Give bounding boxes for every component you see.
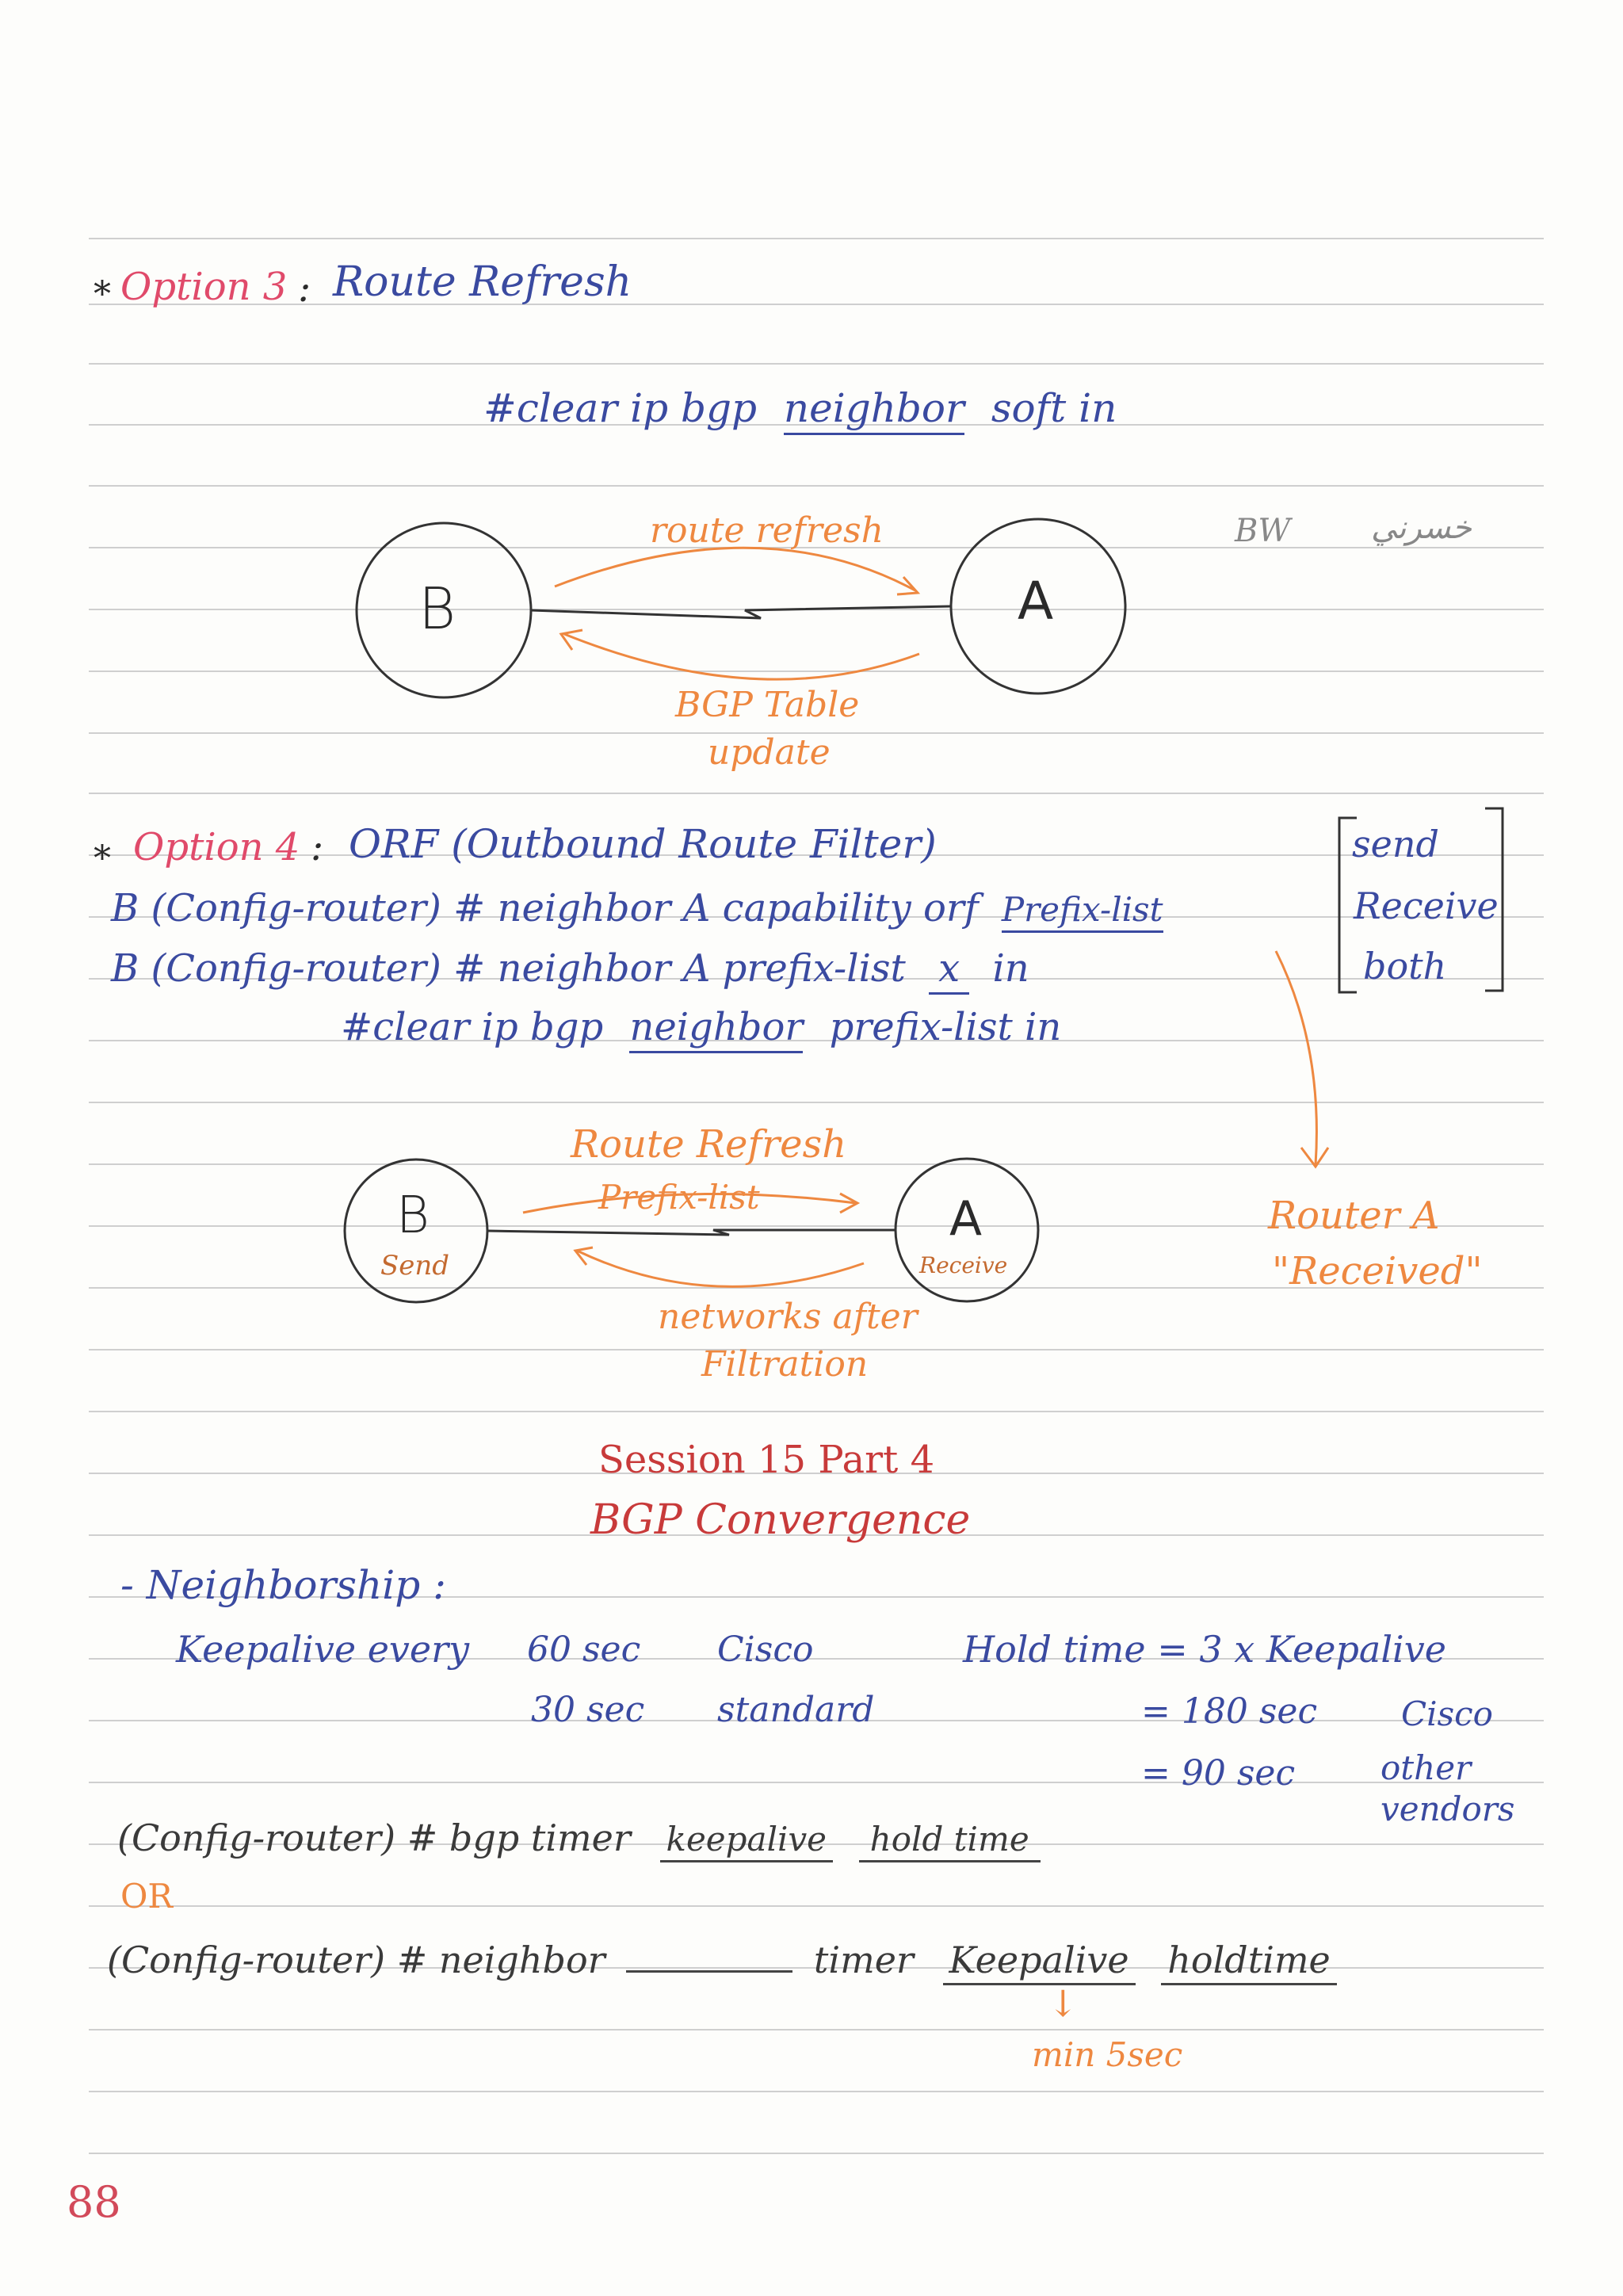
timer-cmd-1-keepalive: keepalive [660,1820,834,1862]
option3-top-arrow [555,548,915,590]
timer-cmd-2-neighbor-blank [626,1969,792,1973]
timer-cmd-2-hold: holdtime [1161,1939,1337,1985]
option3-command [483,385,1117,431]
option4-router-note-1: Router A [1268,1194,1440,1238]
option4-node-a: A [949,1191,983,1247]
ruled-line [89,2091,1544,2092]
hold-other-vendor-1: other [1381,1748,1472,1787]
ruled-line [89,793,1544,794]
option4-label: Option 4 [133,825,300,869]
option3-bottom-label-1: BGP Table [675,685,860,725]
option4-star: * [94,839,111,879]
ruled-line [89,363,1544,365]
timer-cmd-2-prefix: (Config-router) # neighbor [107,1939,605,1981]
hold-other-vendor-2: vendors [1381,1790,1515,1828]
option4-cmd1 [111,886,1163,930]
keepalive-cisco-vendor: Cisco [717,1629,814,1670]
option4-bottom-label-2: Filtration [701,1344,869,1385]
option3-label: Option 3 [120,265,288,309]
keepalive-label: Keepalive every [176,1628,470,1671]
ruled-line [89,1782,1544,1783]
timer-or: OR [120,1877,174,1916]
ruled-line [89,485,1544,487]
option4-box-both: both [1363,945,1447,988]
option3-title: Route Refresh [333,258,632,306]
hold-cisco-vendor: Cisco [1401,1694,1493,1733]
option4-cmd2 [111,946,1029,991]
option4-cmd3-prefix: #clear ip bgp [341,1005,604,1049]
option4-node-a-sub: Receive [919,1252,1008,1278]
timer-min-arrow: ↓ [1048,1982,1079,2025]
option4-cmd3-neighbor: neighbor [629,1005,803,1053]
option4-box-send: send [1352,823,1439,865]
option3-command-suffix: soft in [991,385,1117,431]
option3-top-arrow-label: route refresh [650,510,884,551]
option3-colon: : [298,266,311,311]
keepalive-cisco-value: 60 sec [527,1629,641,1670]
neighborship-heading: - Neighborship : [120,1562,446,1608]
ruled-line [89,2029,1544,2030]
keepalive-standard-value: 30 sec [531,1690,645,1730]
ruled-line [89,1102,1544,1103]
page-number: 88 [67,2177,121,2227]
session-line-2: BGP Convergence [590,1496,971,1544]
timer-cmd-1 [117,1817,1041,1859]
option4-colon: : [311,825,324,869]
option3-command-neighbor: neighbor [784,385,964,435]
option4-cmd3-suffix: prefix-list in [829,1005,1062,1049]
option4-box-receive: Receive [1354,884,1499,927]
ruled-line [89,609,1544,610]
option4-top-arrowhead [840,1194,857,1213]
timer-cmd-1-hold: hold time [859,1820,1041,1862]
option3-side-note-arabic: خسرني [1371,510,1472,546]
timer-min-note: min 5sec [1032,2035,1183,2074]
option4-node-b: B [396,1186,430,1245]
hold-other-value: = 90 sec [1141,1753,1296,1794]
option4-top-label-2: Prefix-list [598,1178,760,1217]
option4-cmd2-blank: x [929,946,969,995]
ruled-line [89,670,1544,672]
option4-bottom-label-1: networks after [658,1297,918,1337]
hold-time-formula: Hold time = 3 x Keepalive [963,1628,1446,1671]
option4-cmd1-blank: Prefix-list [1002,890,1163,933]
option4-bottom-arrow [577,1251,864,1286]
option3-node-b: B [418,575,456,642]
option3-top-arrowhead [897,577,918,594]
option4-router-note-2: "Received" [1272,1249,1483,1293]
option3-node-a: A [1018,571,1054,632]
option4-link-line [487,1230,896,1235]
hold-cisco-value: = 180 sec [1141,1691,1318,1732]
option4-cmd3 [341,1005,1062,1049]
option3-command-prefix: #clear ip bgp [483,385,757,431]
timer-cmd-2 [107,1939,1337,1981]
option4-router-arrow [1276,951,1316,1165]
timer-cmd-2-keepalive: Keepalive [943,1939,1136,1985]
option3-bottom-arrowhead [561,630,582,650]
ruled-line [89,1411,1544,1412]
option3-side-note-latin: BW [1235,513,1291,549]
option4-cmd2-text-a: B (Config-router) # neighbor A prefix-list [111,946,906,991]
option4-bottom-arrowhead [575,1247,593,1265]
ruled-line [89,2153,1544,2154]
timer-cmd-2-timer: timer [813,1939,914,1981]
option4-cmd1-text: B (Config-router) # neighbor A capability orf [111,886,979,930]
ruled-line [89,1905,1544,1907]
option3-star: * [94,274,111,315]
keepalive-standard-vendor: standard [717,1690,875,1730]
option3-bottom-arrow [564,634,919,679]
session-line-1: Session 15 Part 4 [598,1438,935,1482]
option4-title: ORF (Outbound Route Filter) [349,821,937,867]
timer-cmd-1-prefix: (Config-router) # bgp timer [117,1817,631,1859]
ruled-line [89,238,1544,239]
option3-bottom-label-2: update [708,732,831,773]
option4-top-label-1: Route Refresh [571,1122,847,1167]
option4-cmd2-text-b: in [992,946,1029,991]
option4-node-b-sub: Send [380,1250,450,1282]
